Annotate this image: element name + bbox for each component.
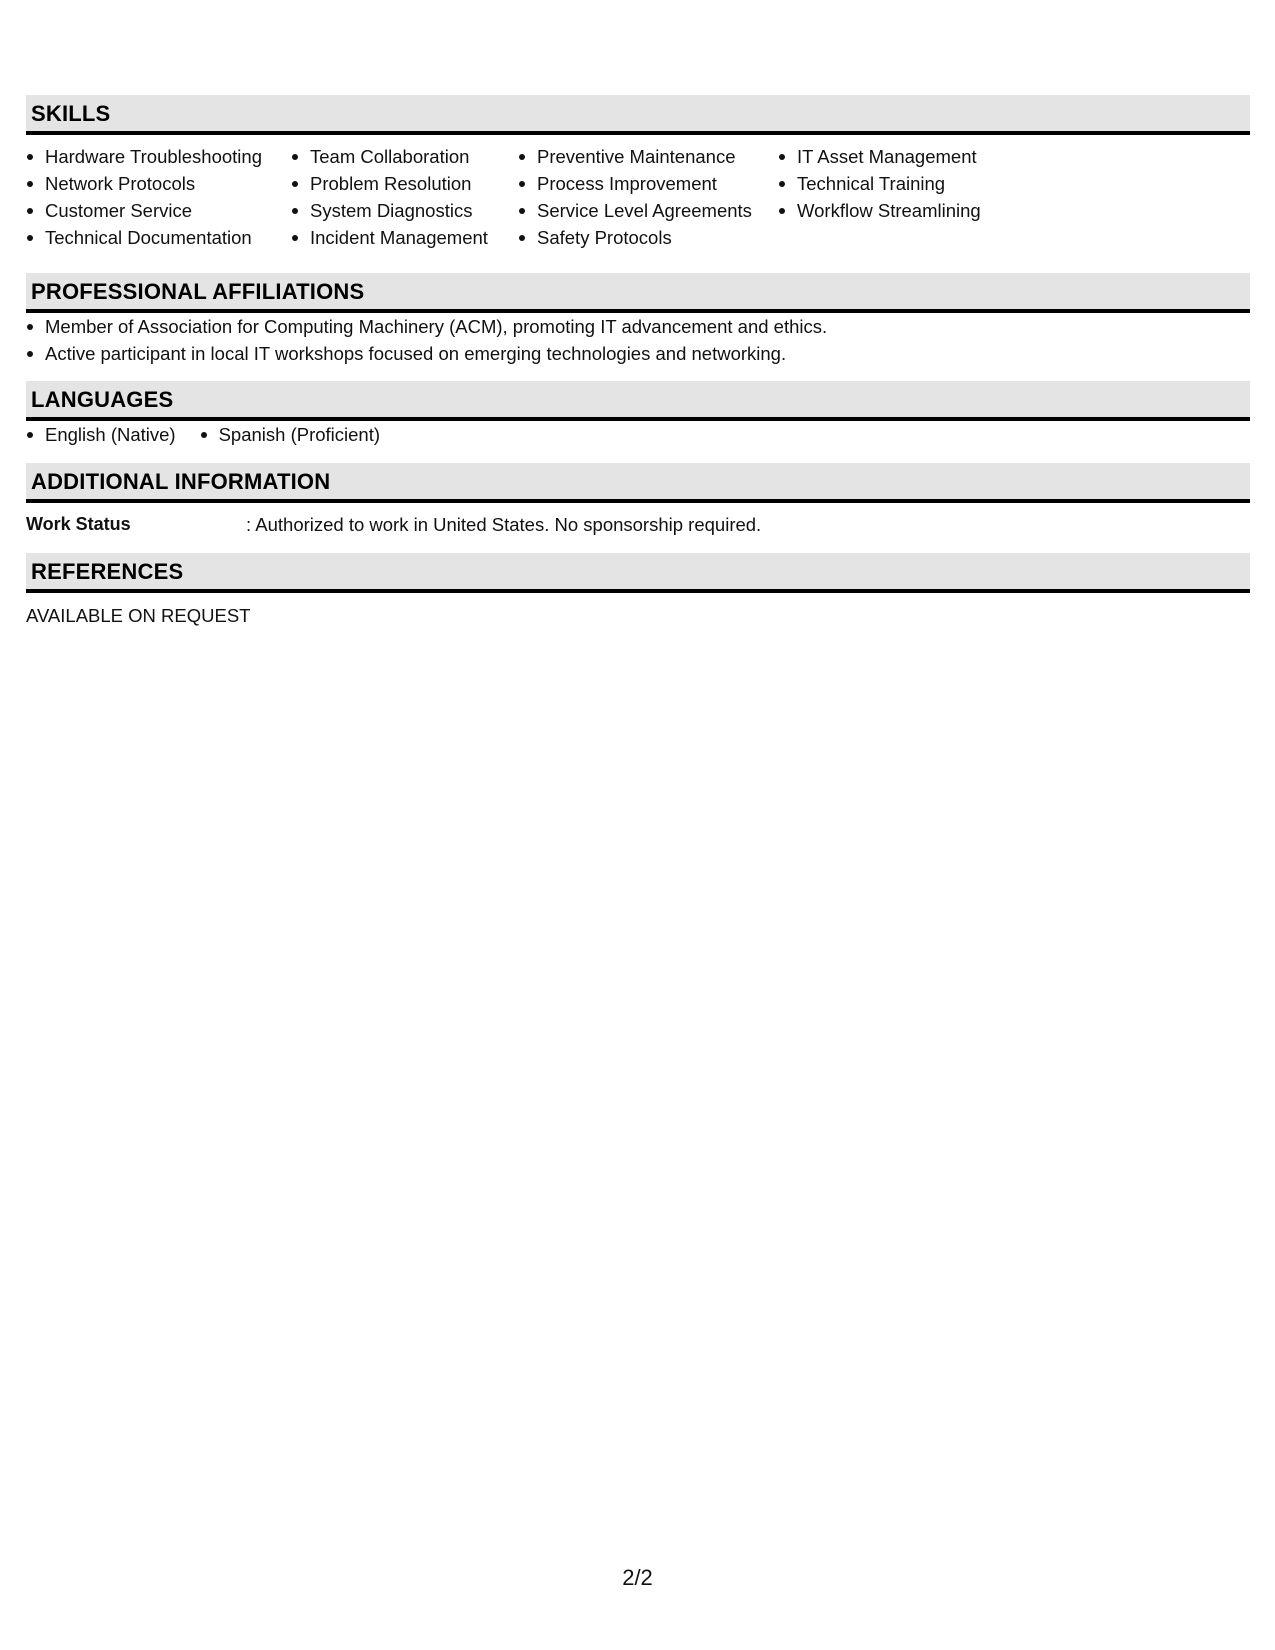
- skill-item: Incident Management: [291, 224, 518, 251]
- languages-list: [26, 421, 1250, 463]
- skill-item: Safety Protocols: [518, 224, 778, 251]
- languages-section-title: LANGUAGES: [26, 381, 1250, 421]
- affiliations-list: [26, 313, 1250, 381]
- skills-section-title: SKILLS: [26, 95, 1250, 135]
- skill-item: Technical Documentation: [26, 224, 291, 251]
- skills-grid: [26, 135, 1250, 273]
- skill-item: Workflow Streamlining: [778, 197, 1038, 224]
- skills-column-2: [291, 143, 518, 273]
- skills-column-3: [518, 143, 778, 273]
- skill-item: System Diagnostics: [291, 197, 518, 224]
- skill-item: Service Level Agreements: [518, 197, 778, 224]
- skill-item: Customer Service: [26, 197, 291, 224]
- skill-item: Preventive Maintenance: [518, 143, 778, 170]
- skills-column-4: [778, 143, 1038, 273]
- work-status-label: Work Status: [26, 514, 131, 534]
- work-status-value: : Authorized to work in United States. No sponsorship required.: [246, 514, 762, 535]
- skill-item: Hardware Troubleshooting: [26, 143, 291, 170]
- language-item: Spanish (Proficient): [200, 421, 380, 463]
- skill-item: Process Improvement: [518, 170, 778, 197]
- references-section-title: REFERENCES: [26, 553, 1250, 593]
- page-number: 2/2: [622, 1565, 653, 1590]
- resume-page: [26, 95, 1250, 629]
- additional-info-section-title: ADDITIONAL INFORMATION: [26, 463, 1250, 503]
- affiliations-section-title: PROFESSIONAL AFFILIATIONS: [26, 273, 1250, 313]
- skill-item: IT Asset Management: [778, 143, 1038, 170]
- work-status-row: [26, 503, 1250, 553]
- skill-item: Network Protocols: [26, 170, 291, 197]
- skill-item: Technical Training: [778, 170, 1038, 197]
- affiliation-item: Member of Association for Computing Machinery (ACM), promoting IT advancement and ethics.: [26, 313, 1250, 340]
- skills-column-1: [26, 143, 291, 273]
- references-text: AVAILABLE ON REQUEST: [26, 605, 251, 626]
- language-item: English (Native): [26, 421, 176, 463]
- skill-item: Team Collaboration: [291, 143, 518, 170]
- skill-item: Problem Resolution: [291, 170, 518, 197]
- affiliation-item: Active participant in local IT workshops focused on emerging technologies and networking.: [26, 340, 1250, 367]
